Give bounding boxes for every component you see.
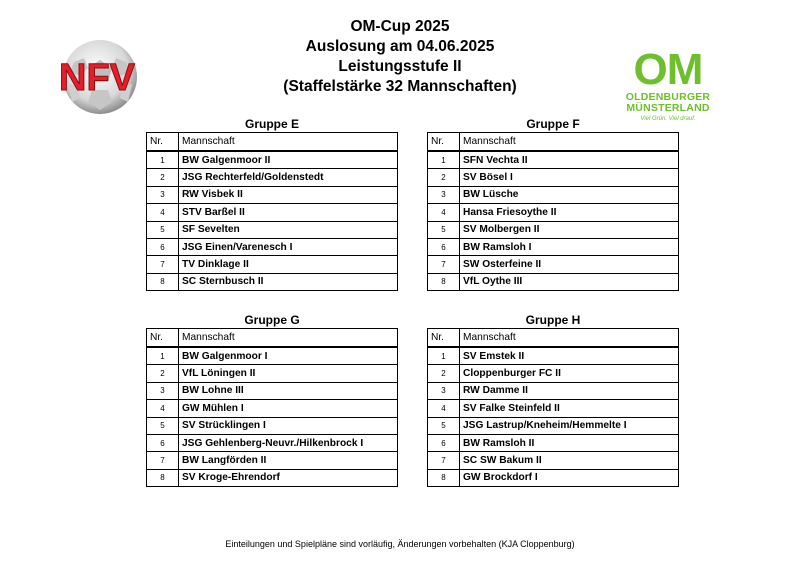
group-table [146,132,398,291]
row-team: JSG Rechterfeld/Goldenstedt [179,169,398,186]
row-nr: 1 [428,151,460,169]
table-row [147,469,398,486]
row-nr: 7 [147,256,179,273]
row-team: SV Bösel I [460,169,679,186]
om-logo-line2: MÜNSTERLAND [626,102,710,114]
table-row [147,434,398,451]
table-row [428,469,679,486]
table-header-row [428,329,679,348]
table-row [147,256,398,273]
group-title: Gruppe E [244,117,299,131]
row-team: BW Ramsloh I [460,238,679,255]
row-nr: 3 [147,382,179,399]
table-row [428,186,679,203]
row-team: SC SW Bakum II [460,452,679,469]
row-nr: 5 [428,221,460,238]
table-row [428,365,679,382]
table-header-row [428,133,679,152]
row-nr: 3 [428,186,460,203]
om-logo-line1: OLDENBURGER [625,91,711,103]
table-row [428,400,679,417]
row-team: STV Barßel II [179,204,398,221]
row-nr: 1 [428,347,460,365]
row-nr: 5 [147,221,179,238]
row-nr: 6 [147,238,179,255]
row-nr: 8 [147,273,179,290]
row-team: SV Kroge-Ehrendorf [179,469,398,486]
column-header-team: Mannschaft [460,133,679,152]
row-team: SW Osterfeine II [460,256,679,273]
table-row [428,256,679,273]
table-row [147,400,398,417]
table-row [428,273,679,290]
table-row [428,169,679,186]
row-team: Hansa Friesoythe II [460,204,679,221]
table-row [147,186,398,203]
column-header-nr: Nr. [428,329,460,348]
row-nr: 5 [147,417,179,434]
row-nr: 4 [147,400,179,417]
row-nr: 7 [428,452,460,469]
row-nr: 7 [147,452,179,469]
row-nr: 4 [147,204,179,221]
row-team: BW Galgenmoor I [179,347,398,365]
row-team: BW Lüsche [460,186,679,203]
row-nr: 2 [428,365,460,382]
table-row [147,417,398,434]
row-team: VfL Löningen II [179,365,398,382]
title-league-size: (Staffelstärke 32 Mannschaften) [283,78,517,95]
table-row [147,169,398,186]
column-header-team: Mannschaft [179,329,398,348]
row-nr: 2 [147,365,179,382]
group-table [146,328,398,487]
group-title: Gruppe G [244,313,300,327]
group-e [146,116,398,291]
group-title: Gruppe F [526,117,580,131]
column-header-nr: Nr. [147,133,179,152]
table-row [428,434,679,451]
footer-note: Einteilungen und Spielpläne sind vorläufig, Änderungen vorbehalten (KJA Cloppenburg) [225,539,575,549]
row-nr: 2 [428,169,460,186]
row-team: JSG Einen/Varenesch I [179,238,398,255]
table-row [147,221,398,238]
column-header-team: Mannschaft [460,329,679,348]
group-g [146,312,398,487]
table-row [147,204,398,221]
row-nr: 6 [428,238,460,255]
row-team: JSG Lastrup/Kneheim/Hemmelte I [460,417,679,434]
row-nr: 3 [428,382,460,399]
group-table [427,328,679,487]
table-header-row [147,133,398,152]
row-team: JSG Gehlenberg-Neuvr./Hilkenbrock I [179,434,398,451]
nfv-logo-text: NFV [59,57,135,99]
title-draw-date: Auslosung am 04.06.2025 [305,38,495,55]
row-team: BW Ramsloh II [460,434,679,451]
table-row [147,365,398,382]
table-row [428,151,679,169]
row-nr: 8 [428,273,460,290]
column-header-nr: Nr. [147,329,179,348]
row-team: SC Sternbusch II [179,273,398,290]
table-row [147,347,398,365]
row-nr: 5 [428,417,460,434]
row-team: RW Visbek II [179,186,398,203]
column-header-nr: Nr. [428,133,460,152]
table-row [428,347,679,365]
column-header-team: Mannschaft [179,133,398,152]
row-team: SV Emstek II [460,347,679,365]
row-team: VfL Oythe III [460,273,679,290]
row-team: Cloppenburger FC II [460,365,679,382]
row-team: SV Molbergen II [460,221,679,238]
row-team: RW Damme II [460,382,679,399]
table-row [428,452,679,469]
table-row [428,204,679,221]
om-logo-slogan: Viel Grün. Viel drauf. [640,116,696,122]
row-nr: 1 [147,151,179,169]
group-h [427,312,679,487]
table-row [147,273,398,290]
row-nr: 6 [428,434,460,451]
group-f [427,116,679,291]
table-row [428,382,679,399]
om-logo-mark: OM [633,45,703,94]
row-team: SF Sevelten [179,221,398,238]
table-row [428,221,679,238]
row-nr: 4 [428,400,460,417]
title-level: Leistungsstufe II [338,58,462,75]
row-team: SV Strücklingen I [179,417,398,434]
table-row [147,238,398,255]
row-nr: 2 [147,169,179,186]
row-nr: 8 [147,469,179,486]
table-row [428,238,679,255]
row-team: GW Brockdorf I [460,469,679,486]
table-row [147,151,398,169]
row-team: BW Lohne III [179,382,398,399]
table-row [147,452,398,469]
row-team: BW Galgenmoor II [179,151,398,169]
table-row [147,382,398,399]
row-team: BW Langförden II [179,452,398,469]
table-header-row [147,329,398,348]
row-team: SV Falke Steinfeld II [460,400,679,417]
row-nr: 3 [147,186,179,203]
row-nr: 6 [147,434,179,451]
group-table [427,132,679,291]
table-row [428,417,679,434]
row-nr: 4 [428,204,460,221]
row-team: GW Mühlen I [179,400,398,417]
row-nr: 1 [147,347,179,365]
row-team: TV Dinklage II [179,256,398,273]
row-nr: 8 [428,469,460,486]
row-nr: 7 [428,256,460,273]
group-title: Gruppe H [525,313,581,327]
title-cup: OM-Cup 2025 [350,18,450,35]
row-team: SFN Vechta II [460,151,679,169]
nfv-logo [50,38,144,116]
